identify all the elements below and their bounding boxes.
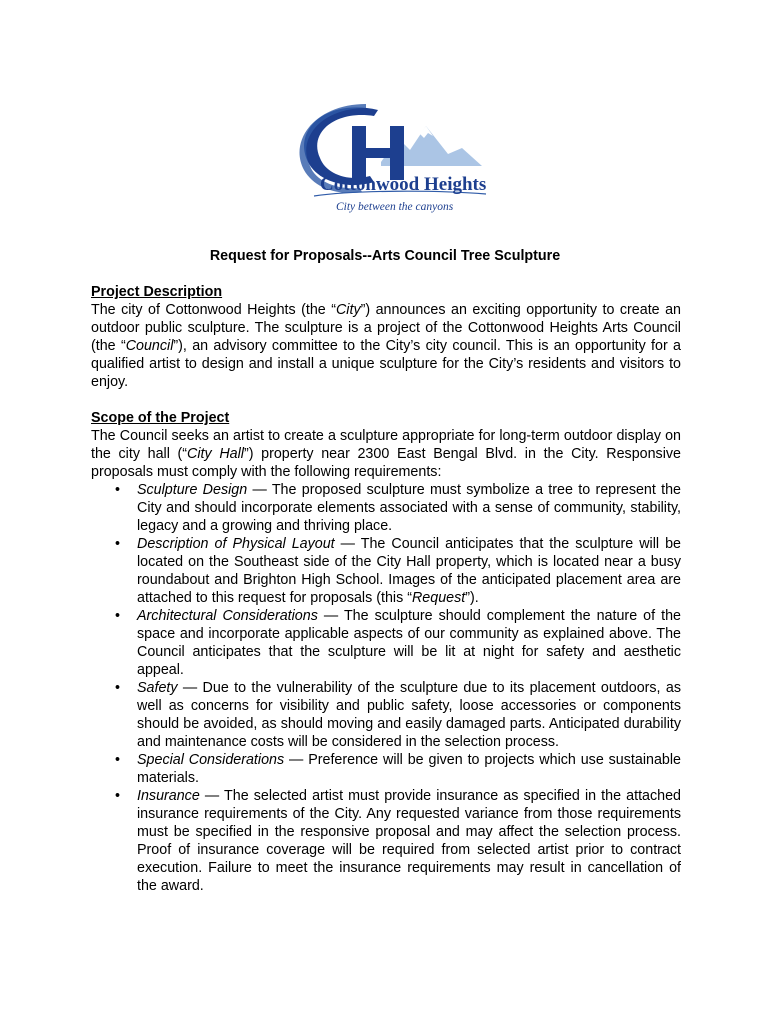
bullet-icon: • [115,788,121,804]
city-logo [286,100,490,218]
bullet-icon: • [115,536,121,552]
bullet-icon: • [115,752,121,768]
requirements-list [91,481,681,895]
scope-section [91,409,681,895]
bullet-icon: • [115,482,121,498]
list-item: • Insurance — The selected artist must provide insurance as specified in the attached insurance requirements of the City. Any requested variance from those requirements must be specified in the responsive proposal and may affect the selection process. Proof of insurance coverage will be required from selected artist prior to contract execution. Failure to meet the insurance requirements may result in cancellation of the award. [115,788,681,894]
logo-name: Cottonwood Heights [320,174,487,195]
cottonwood-heights-logo-icon [286,100,490,218]
bullet-icon: • [115,608,121,624]
bullet-icon: • [115,680,121,696]
scope-heading: Scope of the Project [91,410,230,426]
list-item: • Architectural Considerations — The sculpture should complement the nature of the space and incorporate applicable aspects of our community as explained above. The Council anticipates that the sculpture will be lit at night for safety and aesthetic appeal. [115,608,681,678]
project-description-section [91,283,681,391]
list-item: • Special Considerations — Preference will be given to projects which use sustainable materials. [115,752,681,786]
list-item: • Description of Physical Layout — The Council anticipates that the sculpture will be located on the Southeast side of the City Hall property, which is located near a busy roundabout and Brighton High School. Images of the anticipated placement area are attached to this request for proposals (this “Request”). [115,536,681,606]
list-item: • Safety — Due to the vulnerability of the sculpture due to its placement outdoors, as well as concerns for visibility and public safety, loose accessories or components should be avoided, as should moving and easily damaged parts. Anticipated durability and maintenance costs will be considered in the selection process. [115,680,681,750]
project-description-heading: Project Description [91,284,223,300]
scope-intro-text: The Council seeks an artist to create a sculpture appropriate for long-term outdoor display on the city hall (“City Hall”) property near 2300 East Bengal Blvd. in the City. Responsive proposals must comply with the following requirements: [91,428,681,480]
document-title: Request for Proposals--Arts Council Tree Sculpture [209,248,561,264]
project-description-text: The city of Cottonwood Heights (the “City”) announces an exciting opportunity to create an outdoor public sculpture. The sculpture is a project of the Cottonwood Heights Arts Council (the “Council”), an advisory committee to the City’s city council. This is an opportunity for a qualified artist to design and install a unique sculpture for the City’s residents and visitors to enjoy. [91,302,681,390]
logo-tagline: City between the canyons [336,201,454,213]
list-item: • Sculpture Design — The proposed sculpture must symbolize a tree to represent the City and should incorporate elements associated with a sense of community, stability, legacy and a growing and thriving place. [115,482,682,534]
